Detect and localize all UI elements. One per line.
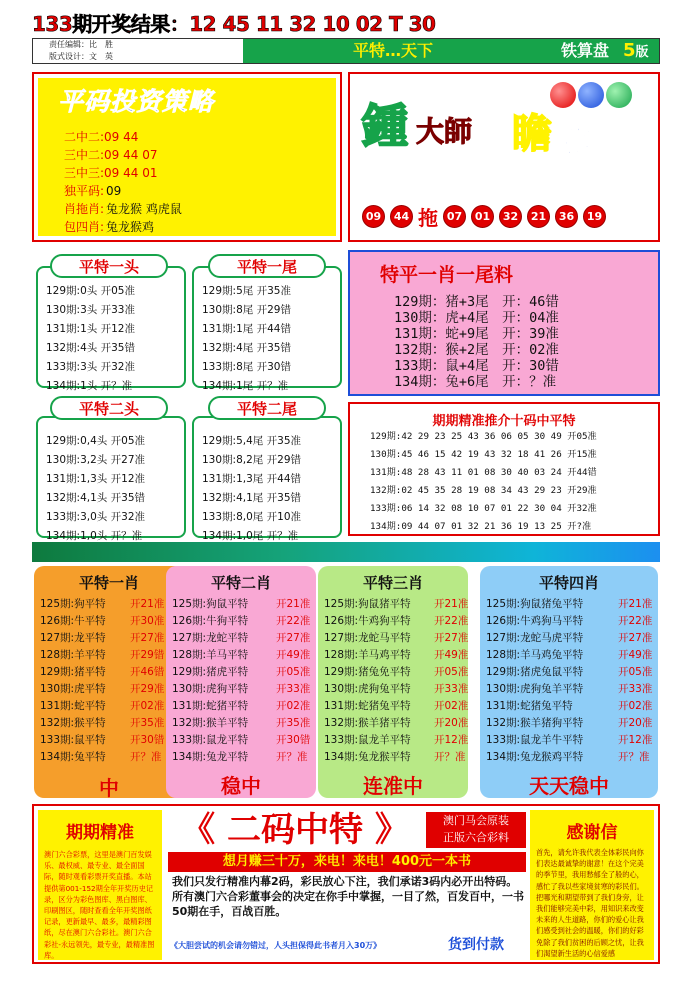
col-row: 132期:猴平特 开35准 <box>40 717 165 729</box>
pt-head-row: 131期:1头 开12准 <box>46 323 135 335</box>
tuo-label: 拖 <box>418 206 438 230</box>
number-ball: 09 <box>362 205 385 228</box>
col-two <box>166 566 316 798</box>
strategy-row: 独平码: 09 <box>64 184 122 198</box>
banner-title: 《 二码中特 》 <box>181 810 409 850</box>
col-row: 127期:龙蛇马平特 开27准 <box>324 632 469 644</box>
master-panel <box>348 72 660 242</box>
col-row: 134期:兔龙猴鸡平特 开？准 <box>486 751 650 763</box>
col-row: 126期:牛平特 开30准 <box>40 615 165 627</box>
col-footer: 连准中 <box>363 774 423 798</box>
thanks-letter <box>530 810 654 960</box>
pt-two-head-row: 132期:4,1头 开35错 <box>46 492 146 504</box>
col-row: 126期:牛鸡狗平特 开22准 <box>324 615 469 627</box>
col-row: 128期:羊马鸡兔平特 开49准 <box>486 649 653 661</box>
banner-side-line: 澳门马会原装 <box>443 814 509 827</box>
edition-suffix: 版 <box>635 45 649 60</box>
col-row: 128期:羊平特 开29错 <box>40 649 165 661</box>
col-row: 132期:猴羊猪狗平特 开20准 <box>486 717 653 729</box>
col-row: 127期:龙蛇马虎平特 开27准 <box>486 632 653 644</box>
designer-credit: 版式设计：文 英 <box>49 52 113 61</box>
ten-codes-panel <box>348 402 660 536</box>
master-char-zhong: 鍾 <box>362 99 408 153</box>
pt-head-box <box>36 266 186 392</box>
ten-codes-row: 132期:02 45 35 28 19 08 34 43 29 23 开29准 <box>370 485 597 496</box>
col-footer: 稳中 <box>221 774 261 798</box>
strategy-panel <box>32 72 342 242</box>
col-row: 131期:蛇猪兔平特 开02准 <box>486 700 653 712</box>
number-ball: 44 <box>390 205 413 228</box>
pt-two-tail-row: 134期:1,0尾 开？准 <box>202 530 299 542</box>
col-row: 134期:兔龙猴平特 开？准 <box>324 751 466 763</box>
col-footer: 天天稳中 <box>529 774 609 798</box>
col-row: 131期:蛇平特 开02准 <box>40 700 165 712</box>
pt-two-head-box <box>36 416 186 542</box>
col-row: 134期:兔龙平特 开？准 <box>172 751 308 763</box>
col-row: 133期:鼠龙平特 开30错 <box>172 734 311 746</box>
zodiac-tail-row: 132期：猴+2尾 开：02准 <box>394 342 559 358</box>
left-notice-title: 期期精准 <box>66 823 134 843</box>
col-row: 126期:牛狗平特 开22准 <box>172 615 311 627</box>
ten-codes-row: 130期:45 46 15 42 19 43 32 18 41 26 开15准 <box>370 449 597 460</box>
pt-two-tail-row: 130期:8,2尾 开29错 <box>202 454 302 466</box>
col-row: 127期:龙平特 开27准 <box>40 632 165 644</box>
brand-box <box>543 39 659 63</box>
number-ball: 07 <box>443 205 466 228</box>
divider-band <box>32 542 660 562</box>
zodiac-tail-row: 129期：猪+3尾 开：46错 <box>394 294 559 310</box>
col-title: 平特四肖 <box>538 574 599 592</box>
col-row: 127期:龙蛇平特 开27准 <box>172 632 311 644</box>
strategy-row: 包四肖: 兔龙猴鸡 <box>64 220 155 234</box>
pt-head-row: 132期:4头 开35错 <box>46 342 135 354</box>
pt-two-head-title: 平特二头 <box>50 396 168 420</box>
col-row: 125期:狗平特 开21准 <box>40 598 165 610</box>
master-char-zhan: 瞻 <box>512 111 552 157</box>
col-row: 130期:虎狗兔羊平特 开33准 <box>486 683 653 695</box>
pt-head-row: 134期:1头 开？准 <box>46 380 133 392</box>
pt-tail-row: 134期:1尾 开？准 <box>202 380 289 392</box>
col-row: 128期:羊马鸡平特 开49准 <box>324 649 469 661</box>
col-footer: 中 <box>99 776 119 800</box>
pt-two-head-row: 131期:1,3头 开12准 <box>46 473 146 485</box>
col-title: 平特三肖 <box>362 574 423 592</box>
zodiac-tail-row: 130期：虎+4尾 开：04准 <box>394 310 559 326</box>
pt-tail-row: 130期:8尾 开29错 <box>202 304 291 316</box>
col-row: 129期:猪虎平特 开05准 <box>172 666 311 678</box>
col-row: 125期:狗鼠猪兔平特 开21准 <box>486 598 653 610</box>
col-row: 129期:猪平特 开46错 <box>40 666 165 678</box>
thanks-text: 首先，请允许我代表全体彩民向你们表达最诚挚的谢意！在这个完美的季节里，我用愁郁全了般的心，感忙了我以些家境贫寒的彩民们。把哪光和期望带到了我们身旁，让我们能够完美中彩，用知识来改变未来的人生道路，你们的爱心让我们感受到社会的温暖，你们的好彩免除了我们贫困的后顾之忧，让我们渴望新生活的心信爱感 <box>536 848 644 958</box>
slogan-bar: 想月赚三十万，来电！来电！400元一本书 <box>168 852 526 872</box>
col-row: 133期:鼠龙羊平特 开12准 <box>324 734 469 746</box>
pt-head-row: 133期:3头 开32准 <box>46 361 135 373</box>
banner-side <box>426 812 526 848</box>
credits <box>33 39 243 63</box>
zodiac-tail-row: 134期：兔+6尾 开：？准 <box>394 374 557 390</box>
col-row: 128期:羊马平特 开49准 <box>172 649 311 661</box>
col-row: 130期:虎狗兔平特 开33准 <box>324 683 469 695</box>
left-notice <box>38 810 162 960</box>
master-balls <box>362 202 606 231</box>
strategy-row: 肖拖肖: 兔龙猴 鸡虎鼠 <box>64 202 182 216</box>
ten-codes-row: 129期:42 29 23 25 43 36 06 05 30 49 开05准 <box>370 431 597 442</box>
ten-codes-row: 133期:06 14 32 08 10 07 01 22 30 04 开32准 <box>370 503 597 514</box>
pt-two-head-row: 130期:3,2头 开27准 <box>46 454 146 466</box>
strategy-title: 平码投资策略 <box>58 87 215 116</box>
red-dot <box>550 82 576 108</box>
number-ball: 01 <box>471 205 494 228</box>
ten-codes-title: 期期精准推介十码中平特 <box>432 414 576 429</box>
banner-side-line: 正版六合彩料 <box>443 831 509 844</box>
col-title: 平特二肖 <box>210 574 271 592</box>
pt-two-tail-row: 133期:8,0尾 开10准 <box>202 511 302 523</box>
zodiac-tail-row: 131期：蛇+9尾 开：39准 <box>394 326 559 342</box>
col-one <box>34 566 184 798</box>
green-dot <box>606 82 632 108</box>
ad-body: 我们只发行精准内幕2码，彩民放心下注，我们承诺3码内必开出特码。所有澳门六合彩董事会的决定在你手中掌握，一目了然，百发百中，一书50期在手，百战百胜。 <box>172 875 524 918</box>
col-row: 133期:鼠平特 开30错 <box>40 734 165 746</box>
col-row: 130期:虎平特 开29准 <box>40 683 165 695</box>
zodiac-tail-panel <box>348 250 660 396</box>
col-row: 126期:牛鸡狗马平特 开22准 <box>486 615 653 627</box>
col-four <box>480 566 658 798</box>
ten-codes-row: 131期:48 28 43 11 01 08 30 40 03 24 开44错 <box>370 467 597 478</box>
editor-credit: 责任编辑：比 胜 <box>49 40 113 49</box>
col-row: 133期:鼠龙羊牛平特 开12准 <box>486 734 653 746</box>
pt-two-head-row: 133期:3,0头 开32准 <box>46 511 146 523</box>
col-row: 131期:蛇猪兔平特 开02准 <box>324 700 469 712</box>
strategy-row: 二中二:09 44 <box>64 130 139 144</box>
pt-tail-row: 129期:5尾 开35准 <box>202 285 291 297</box>
col-row: 132期:猴羊平特 开35准 <box>172 717 311 729</box>
col-row: 125期:狗鼠平特 开21准 <box>172 598 311 610</box>
col-row: 131期:蛇猪平特 开02准 <box>172 700 311 712</box>
ten-codes-row: 134期:09 44 07 01 32 21 36 19 13 25 开?准 <box>370 521 592 532</box>
pt-tail-title: 平特一尾 <box>208 254 326 278</box>
strategy-row: 三中二:09 44 07 <box>64 148 158 162</box>
pt-two-tail-row: 132期:4,1尾 开35错 <box>202 492 302 504</box>
pt-tail-row: 133期:8尾 开30错 <box>202 361 291 373</box>
pt-head-row: 130期:3头 开33准 <box>46 304 135 316</box>
master-char-tuojiao: 拖脚 <box>564 125 621 158</box>
left-notice-text: 澳门六合彩票，这里是澳门百发娱乐、最权威、最专业、最全面国际，随时观看彩票开奖直播。本站提供第001-152期全年开奖历史记录，区分为彩色图库、黑白图库、印刷图区，随时查看全年开奖图纸记录，更新最早、最多，最精彩图纸，尽在澳门六合彩社。澳门六合彩社-永远领先，最专业，最精准图库。 <box>44 850 155 960</box>
page-title: 平特…天下 <box>243 39 543 63</box>
col-three <box>318 566 468 798</box>
zodiac-tail-row: 133期：鼠+4尾 开：30错 <box>394 358 559 374</box>
number-ball: 21 <box>527 205 550 228</box>
col-title: 平特一肖 <box>78 574 139 592</box>
strategy-row: 三中三:09 44 01 <box>64 166 158 180</box>
col-row: 130期:虎狗平特 开33准 <box>172 683 311 695</box>
blue-dot <box>578 82 604 108</box>
pt-two-head-row: 134期:1,0头 开？准 <box>46 530 143 542</box>
col-row: 132期:猴羊猪平特 开20准 <box>324 717 469 729</box>
bottom-ad <box>32 804 660 964</box>
zodiac-tail-title: 特平一肖一尾料 <box>380 264 514 286</box>
col-row: 129期:猪虎兔鼠平特 开05准 <box>486 666 653 678</box>
pt-two-tail-title: 平特二尾 <box>208 396 326 420</box>
pt-head-title: 平特一头 <box>50 254 168 278</box>
col-row: 129期:猪兔免平特 开05准 <box>324 666 469 678</box>
thanks-title: 感谢信 <box>566 823 618 843</box>
pt-two-tail-box <box>192 416 342 542</box>
brand-name: 铁算盘 <box>561 41 610 60</box>
pt-two-tail-row: 129期:5,4尾 开35准 <box>202 435 302 447</box>
col-row: 125期:狗鼠猪平特 开21准 <box>324 598 469 610</box>
pt-tail-row: 131期:1尾 开44错 <box>202 323 291 335</box>
pt-tail-box <box>192 266 342 392</box>
edition-number: 5 <box>623 40 636 61</box>
number-ball: 36 <box>555 205 578 228</box>
pt-two-tail-row: 131期:1,3尾 开44错 <box>202 473 302 485</box>
master-char-dashi: 大師 <box>416 115 473 148</box>
col-row: 134期:兔平特 开？准 <box>40 751 162 763</box>
ad-note: 《大胆尝试的机会请勿错过，人头担保得此书者月入30万》 <box>170 941 382 950</box>
pt-two-head-row: 129期:0,4头 开05准 <box>46 435 146 447</box>
pt-tail-row: 132期:4尾 开35错 <box>202 342 291 354</box>
pt-head-row: 129期:0头 开05准 <box>46 285 135 297</box>
top-bar <box>32 38 660 64</box>
number-ball: 19 <box>583 205 606 228</box>
number-ball: 32 <box>499 205 522 228</box>
draw-result-header: 133期开奖结果：12 45 11 32 10 02 T 30 <box>32 12 436 36</box>
cash-on-delivery: 货到付款 <box>448 937 504 953</box>
